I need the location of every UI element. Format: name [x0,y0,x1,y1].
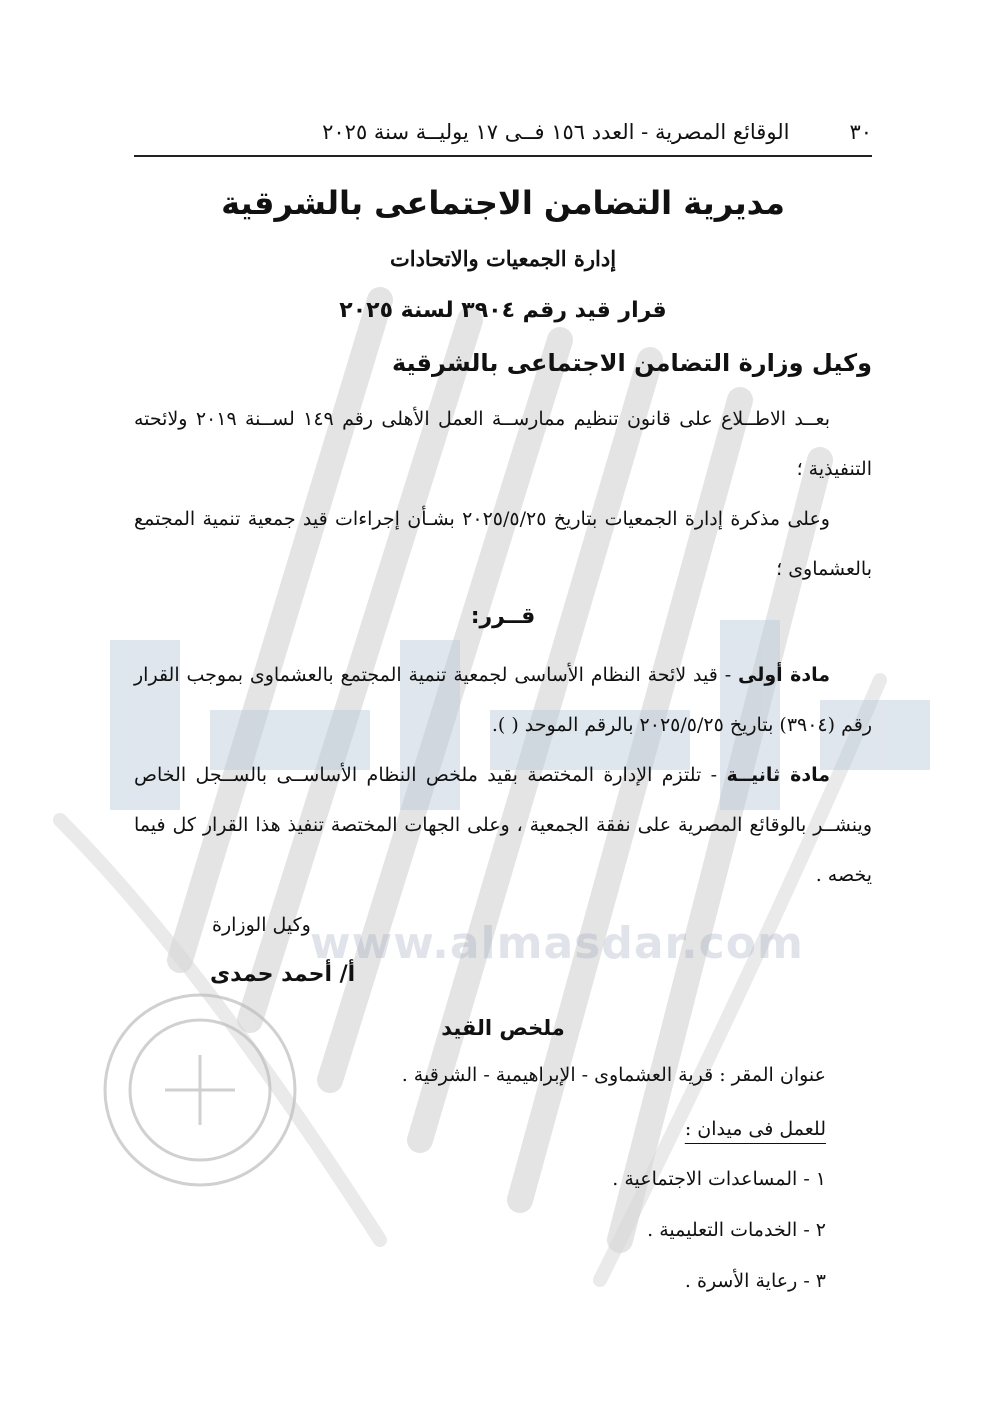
summary-field-label: للعمل فى ميدان : [684,1118,826,1140]
signature-role: وكيل الوزارة [212,914,311,936]
department-subtitle: إدارة الجمعيات والاتحادات [389,246,617,271]
article-2-text: - تلتزم الإدارة المختصة بقيد ملخص النظام الأساســى بالســجل الخاص وينشــر بالوقائع المصرية على نفقة الجمعية ، وعلى الجهات المختصة تنفيذ هذا القرار كل فيما يخصه . [134,764,872,886]
decided-heading: قــرر: [470,604,536,629]
summary-address: عنوان المقر : قرية العشماوى - الإبراهيمية - الشرقية . [401,1064,826,1086]
article-1-text: - قيد لائحة النظام الأساسى لجمعية تنمية المجتمع بالعشماوى بموجب القرار رقم (٣٩٠٤) بتاريخ ٢٠٢٥/٥/٢٥ بالرقم الموحد ( ). [134,664,872,736]
summary-item: ١ - المساعدات الاجتماعية . [612,1168,826,1190]
gazette-header [134,112,872,152]
header-divider [134,155,872,157]
gazette-issue-line: الوقائع المصرية - العدد ١٥٦ فــى ١٧ يوليــة سنة ٢٠٢٥ [322,120,790,144]
page-number: ٣٠ [849,120,872,144]
summary-title: ملخص القيد [441,1016,565,1040]
decision-title: قرار قيد رقم ٣٩٠٤ لسنة ٢٠٢٥ [339,298,667,323]
signature-name: أ/ أحمد حمدى [210,962,356,987]
summary-item: ٣ - رعاية الأسرة . [684,1270,826,1292]
preamble-law: بعــد الاطــلاع على قانون تنظيم ممارســة العمل الأهلى رقم ١٤٩ لســنة ٢٠١٩ ولائحته التنفيذية ؛ [134,408,872,480]
article-1 [134,650,872,750]
website-watermark: www.almasdar.com [310,918,804,969]
summary-item: ٢ - الخدمات التعليمية . [647,1219,826,1241]
article-1-label: مادة أولى [737,664,830,686]
article-2 [134,750,872,900]
preamble-memo: وعلى مذكرة إدارة الجمعيات بتاريخ ٢٠٢٥/٥/٢٥ بشـأن إجراءات قيد جمعية تنمية المجتمع بالعشماوى ؛ [134,508,872,580]
article-2-label: مادة ثانيــة [726,764,830,786]
directorate-title: مديرية التضامن الاجتماعى بالشرقية [221,184,785,222]
issuer-heading: وكيل وزارة التضامن الاجتماعى بالشرقية [391,349,872,377]
